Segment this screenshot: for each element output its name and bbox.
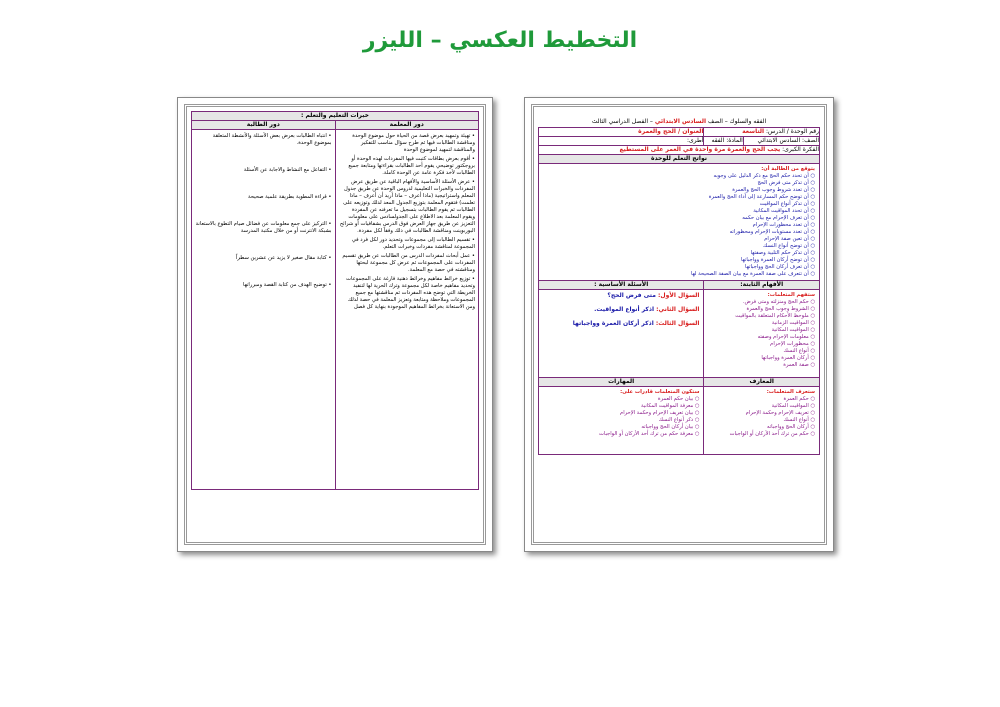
understanding-item: ○ المواقيت المكانية (708, 327, 815, 334)
teacher-role-item: • تقسيم الطالبات إلى مجموعات وتحديد دور لكل فرد في المجموعة لمناقشة مفردات وخبرات التعلم. (339, 237, 476, 251)
outcome-item: ○ أن تحدد المواقيت المكانية (543, 208, 815, 215)
questions-header: الأسئلة الأساسية : (539, 281, 704, 290)
understanding-item: ○ محظورات الإحرام (708, 341, 815, 348)
experiences-table (191, 111, 479, 490)
essential-question (543, 306, 699, 314)
planned-cell: أطرى: (539, 137, 704, 146)
big-idea-row (539, 146, 820, 155)
skill-item: ○ معرفة المواقيت المكانية (543, 403, 699, 410)
semester: – الفصل الدراسي الثالث (591, 118, 653, 125)
teacher-role-item: • توزيع خرائط مفاهيم وخرائط ذهنية فارغة على المجموعات وتحديد مفاهيم خاصة لكل مجموعة وترك الحرية لها لتنفيذ الخريطة التي توضح هذه المفردات ثم مناقشتها مع جميع المجموعات وملاحظة ومتابعة وتعزيز المعلمة في حصة لذلك ومن الاستعانة بخرائط المفاهيم الموجودة بنهاية كل فصل (339, 276, 476, 311)
outcome-item: ○ أن تذكر حكم التلبية وصفتها (543, 250, 815, 257)
teacher-role-header: دور المعلمة (335, 121, 479, 130)
unit-label: رقم الوحدة / الدرس: (766, 128, 819, 135)
student-role-item: • قراءة المطوية بطريقة علمية صحيحة (195, 194, 332, 201)
teacher-role-item: • أقوم بعرض بطاقات كتبت فيها المفردات لهذه الوحدة أو بروجكتور توضيحي يقوم أحد الطالبات بقراءتها ومتابعة جميع الطالبات لأخذ فكرة عامة عن الوحدة كاملة. (339, 156, 476, 177)
student-role-header: دور الطالبة (192, 121, 336, 130)
outcome-item: ○ أن تعدد شروط وجوب الحج والعمرة (543, 187, 815, 194)
unit-plan-table (538, 127, 820, 455)
outcome-item: ○ أن تعرف أركان الحج وواجباتها (543, 264, 815, 271)
course-line (538, 118, 820, 126)
understanding-item: ○ المواقيت الزمانية (708, 320, 815, 327)
outcome-item: ○ أن تعرف الإحرام مع بيان حكمه (543, 215, 815, 222)
understanding-item: ○ صفة العمرة (708, 362, 815, 369)
understanding-item: ○ حكم الحج ومنزلته ومتى فرض. (708, 299, 815, 306)
student-role-item: • التفاعل مع النشاط والاجابة عن الأسئلة (195, 167, 332, 174)
understandings-header: الأفهام الثابتة: (704, 281, 820, 290)
teacher-role-item: • تهيئة وتمهيد بعرض قصة من الحياة حول موضوع الوحدة ومناقشة الطالبات فيها ثم طرح سؤال مناسب للتفكير والمناقشة لتمهيد لموضوع الوحدة (339, 133, 476, 154)
course-name: الفقه والسلوك – الصف (707, 118, 767, 125)
questions-list (543, 292, 699, 328)
outcomes-intro: يتوقع من الطالبة أن: (761, 166, 815, 172)
skill-item: ○ بيان تعريف الإحرام وحكمة الإحرام (543, 410, 699, 417)
skill-item: ○ بيان حكم العمرة (543, 396, 699, 403)
skill-item: ○ ذكر أنواع النسك (543, 417, 699, 424)
student-role-item: • توضيح الهدف من كتابة القصة ومبرراتها (195, 282, 332, 289)
student-role-item: • انتباه الطالبات بعرض بعض الأسئلة والأنشطة المتعلقة بموضوع الوحدة. (195, 133, 332, 147)
outcome-item: ○ أن تذكر أنواع المواقيت (543, 201, 815, 208)
knowledge-item: ○ أنواع النسك (708, 417, 815, 424)
essential-question (543, 320, 699, 328)
grade-highlight: السادس الابتدائي (654, 118, 707, 125)
knowledge-intro: ستعرف المتعلمات: (766, 389, 815, 395)
question-text: متى فرض الحج؟ (607, 292, 656, 299)
understanding-item: ○ الشروط وجوب الحج والعمرة (708, 306, 815, 313)
knowledge-item: ○ المواقيت المكانية (708, 403, 815, 410)
knowledge-list (708, 396, 815, 438)
unit-value: التاسعة (742, 128, 765, 135)
topic-cell: العنوان / الحج والعمرة (539, 128, 704, 137)
student-role-cell (192, 130, 336, 490)
question-label: السؤال الثالث: (653, 320, 700, 327)
student-role-item: • كتابة مقال صغير لا يزيد عن عشرين سطراً (195, 255, 332, 262)
question-text: اذكر أركان العمرة وواجباتها (572, 320, 654, 327)
learning-experiences-page (177, 97, 493, 552)
teacher-role-item: • عرض الأسئلة الأساسية والأفهام الباقية عن طريق عرض المفردات والخبرات التعليمية لدروس الوحدة عن طريق جدول المعلم واستراتيجية (ماذا أعرف – ماذا أريد أن أعرف – ماذا تعلمت) فتقوم المعلمة بتوزيع الجدول المعد لذلك وتوزيعه على الطالبات ثم يقوم الطالبات بتسجيل ما تعرفنه عن المفردة ويقوم المعلمة بعد الاطلاع على الجدولسادس على معلومات التعزيز عن طريق جهاز العرض فوق الدرس بشفافيات أو شرائح البوربوينت ومناقشة الطالبات في ذلك وفقاً لكل مفردة. (339, 179, 476, 235)
student-role-list (195, 133, 332, 289)
unit-plan-page (524, 97, 834, 552)
skill-item: ○ بيان أركان الحج وواجباته (543, 424, 699, 431)
understanding-item: ○ أنواع النسك (708, 348, 815, 355)
outcome-item: ○ أن توضح أنواع النسك (543, 243, 815, 250)
understandings-list (708, 299, 815, 369)
understanding-item: ○ أركان العمرة وواجباتها (708, 355, 815, 362)
skills-intro: ستكون المتعلمات قادرات على: (620, 389, 700, 395)
outcome-item: ○ أن تعدد مستويات الإحرام ومحظوراته (543, 229, 815, 236)
understanding-item: ○ ملوحظ الأحكام المتعلقة بالمواقيت (708, 313, 815, 320)
outcome-item: ○ أن توضح حكم المسارعة إلى أداء الحج والعمرة (543, 194, 815, 201)
knowledge-cell (704, 387, 820, 455)
understandings-cell (704, 290, 820, 378)
page-title: التخطيط العكسي – الليزر (362, 28, 638, 53)
knowledge-item: ○ أركان الحج وواجباته (708, 424, 815, 431)
knowledge-item: ○ حكم العمرة (708, 396, 815, 403)
outcome-item: ○ أن توضح أركان العمرة وواجباتها (543, 257, 815, 264)
understandings-intro: ستفهم المتعلمات: (767, 292, 815, 298)
experiences-header: خبرات التعليم والتعلم : (192, 112, 479, 121)
subject-cell: المادة: الفقه (704, 137, 743, 146)
outcome-item: ○ أن تحدد حكم الحج مع ذكر الدليل على وجوبه (543, 173, 815, 180)
knowledge-header: المعارف (704, 378, 820, 387)
grade-cell: الصف: السادس الابتدائي (743, 137, 819, 146)
question-text: اذكر أنواع المواقيت. (594, 306, 655, 313)
unit-row (704, 128, 820, 137)
teacher-role-item: • عمل أبحاث لمفردات الدرس من الطالبات عن طريق تقسيم المفردات على المجموعات ثم عرض كل مجموعة لبحثها ومناقشته في حصة مع المعلمة. (339, 253, 476, 274)
skills-list (543, 396, 699, 438)
question-label: السؤال الأول: (655, 292, 700, 299)
essential-question (543, 292, 699, 300)
skill-item: ○ معرفة حكم من ترك أحد الأركان أو الواجبات (543, 431, 699, 438)
student-role-item: • التركيز على جمع معلومات عن فضائل صيام التطوع بالاستعانة بشبكة الانترنت أو من خلال مكتبة المدرسة (195, 221, 332, 235)
outcomes-list (543, 173, 815, 278)
outcome-item: ○ أن تذكر متى فرض الحج (543, 180, 815, 187)
understanding-item: ○ معلومات الإحرام وصفته (708, 334, 815, 341)
outcomes-header: نواتج التعلم للوحدة (539, 155, 820, 164)
outcome-item: ○ أن تعدد محظورات الإحرام (543, 222, 815, 229)
outcomes-cell (539, 164, 820, 281)
teacher-role-list (339, 133, 476, 311)
outcome-item: ○ أن تعين صفة الإحرام (543, 236, 815, 243)
big-idea-label: الفكرة الكبرى: (782, 146, 819, 153)
skills-header: المهارات (539, 378, 704, 387)
questions-cell (539, 290, 704, 378)
big-idea-text: يجب الحج والعمرة مرة واحدة في العمر على المستطيع (619, 146, 781, 153)
knowledge-item: ○ تعريف الإحرام وحكمة الإحرام (708, 410, 815, 417)
knowledge-item: ○ حكم من ترك أحد الأركان أو الواجبات (708, 431, 815, 438)
skills-cell (539, 387, 704, 455)
teacher-role-cell (335, 130, 479, 490)
question-label: السؤال الثاني: (654, 306, 700, 313)
outcome-item: ○ أن تتعرف على صفة العمرة مع بيان الصفة الصحيحة لها (543, 271, 815, 278)
